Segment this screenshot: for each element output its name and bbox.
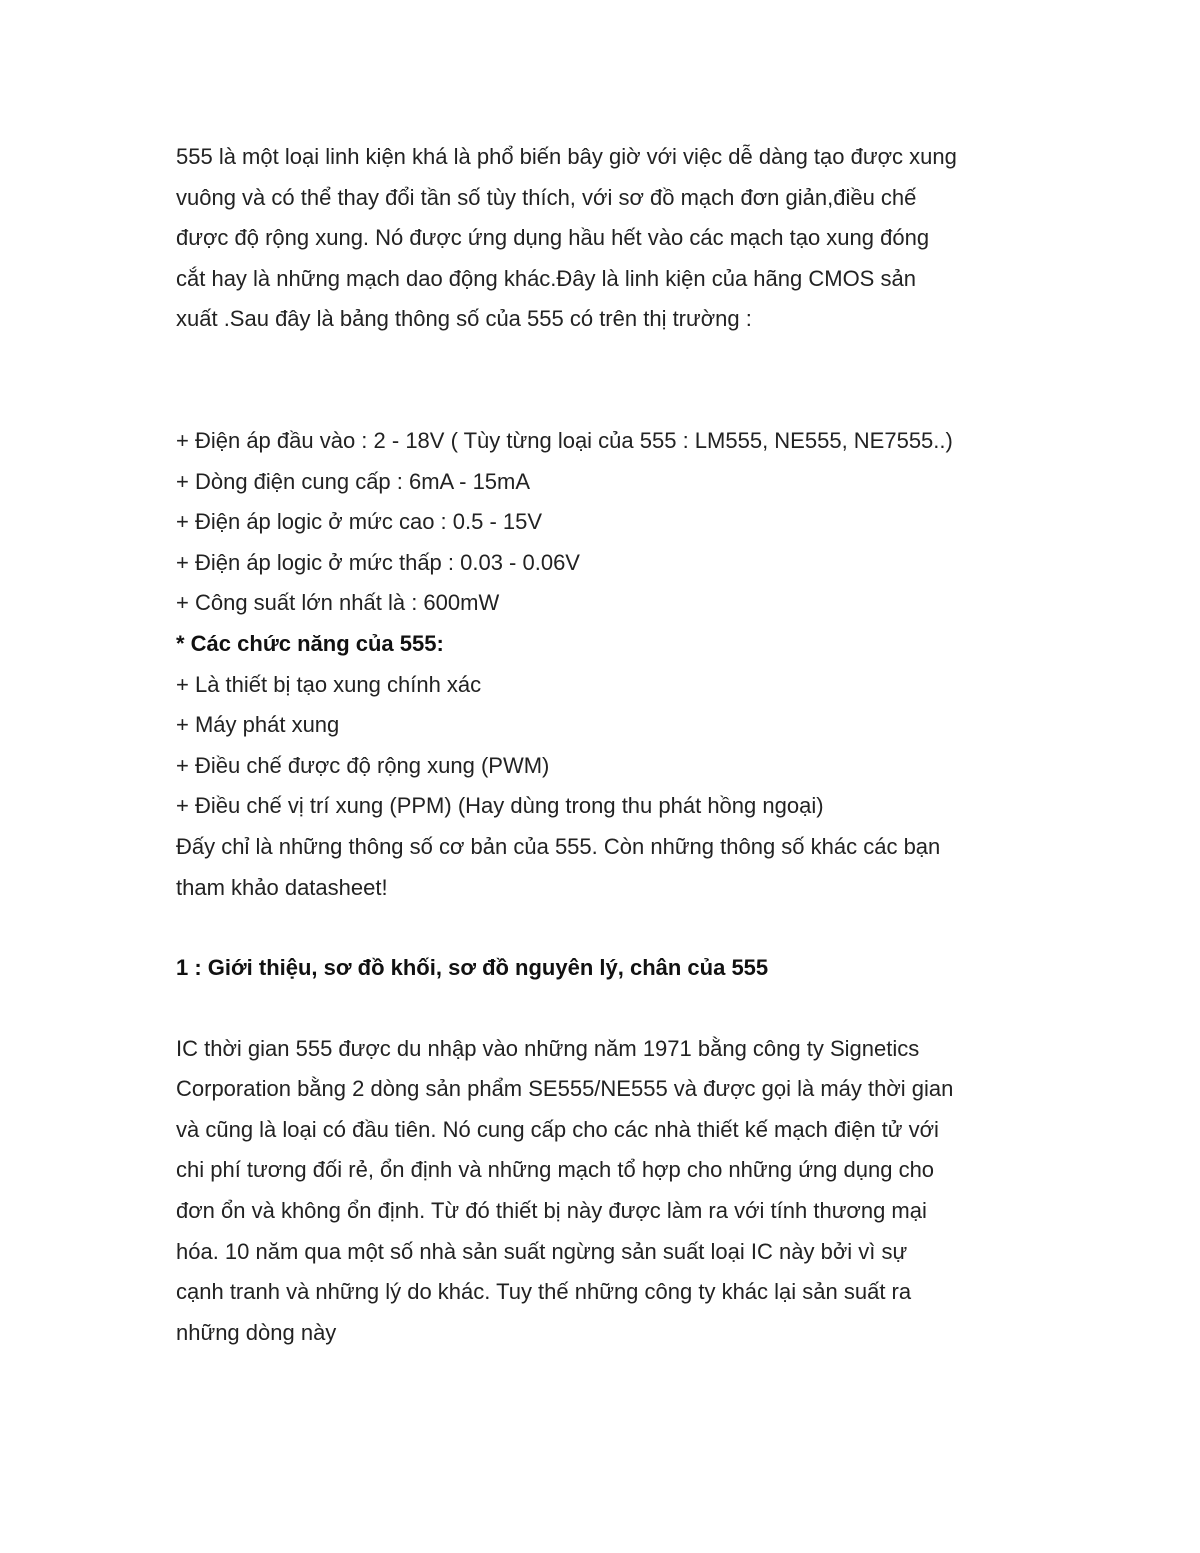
section-body-line: và cũng là loại có đầu tiên. Nó cung cấp cho các nhà thiết kế mạch điện tử với	[176, 1116, 939, 1142]
section-body-line: cạnh tranh và những lý do khác. Tuy thế những công ty khác lại sản suất ra	[176, 1279, 912, 1305]
section-body-line: IC thời gian 555 được du nhập vào những năm 1971 bằng công ty Signetics	[176, 1035, 920, 1061]
spacer	[176, 989, 1056, 1029]
note-line: tham khảo datasheet!	[176, 874, 388, 900]
note-line: Đấy chỉ là những thông số cơ bản của 555. Còn những thông số khác các bạn	[176, 833, 941, 859]
intro-line: 555 là một loại linh kiện khá là phổ biến bây giờ với việc dễ dàng tạo được xung	[176, 144, 957, 169]
spec-item: + Điện áp logic ở mức cao : 0.5 - 15V	[176, 509, 543, 535]
section-body-line: chi phí tương đối rẻ, ổn định và những mạch tổ hợp cho những ứng dụng cho	[176, 1157, 935, 1183]
function-item: + Máy phát xung	[176, 712, 340, 738]
intro-line: được độ rộng xung. Nó được ứng dụng hầu hết vào các mạch tạo xung đóng	[176, 225, 930, 251]
intro-paragraph	[176, 137, 1056, 340]
section-heading: 1 : Giới thiệu, sơ đồ khối, sơ đồ nguyên lý, chân của 555	[176, 955, 769, 981]
section-body-line: những dòng này	[176, 1319, 337, 1345]
specs-list	[176, 421, 1056, 624]
note-paragraph	[176, 827, 1056, 908]
spacer	[176, 340, 1056, 421]
section-body-line: hóa. 10 năm qua một số nhà sản suất ngừng sản suất loại IC này bởi vì sự	[176, 1238, 908, 1264]
functions-heading: * Các chức năng của 555:	[176, 630, 444, 656]
function-item: + Điều chế vị trí xung (PPM) (Hay dùng trong thu phát hồng ngoại)	[176, 793, 824, 819]
intro-line: vuông và có thể thay đổi tần số tùy thích, với sơ đồ mạch đơn giản,điều chế	[176, 184, 917, 210]
function-item: + Điều chế được độ rộng xung (PWM)	[176, 752, 550, 778]
functions-list	[176, 665, 1056, 827]
spec-item: + Công suất lớn nhất là : 600mW	[176, 590, 500, 616]
spec-item: + Điện áp đầu vào : 2 - 18V ( Tùy từng loại của 555 : LM555, NE555, NE7555..)	[176, 427, 953, 453]
section-body-paragraph	[176, 1029, 1056, 1354]
document-body	[176, 137, 1056, 1353]
spec-item: + Dòng điện cung cấp : 6mA - 15mA	[176, 468, 531, 494]
section-body-line: Corporation bằng 2 dòng sản phẩm SE555/NE555 và được gọi là máy thời gian	[176, 1076, 954, 1102]
spec-item: + Điện áp logic ở mức thấp : 0.03 - 0.06V	[176, 549, 580, 575]
intro-line: cắt hay là những mạch dao động khác.Đây là linh kiện của hãng CMOS sản	[176, 265, 916, 291]
function-item: + Là thiết bị tạo xung chính xác	[176, 671, 482, 697]
section-body-line: đơn ổn và không ổn định. Từ đó thiết bị này được làm ra với tính thương mại	[176, 1198, 927, 1224]
intro-line: xuất .Sau đây là bảng thông số của 555 có trên thị trường :	[176, 306, 752, 332]
spacer	[176, 908, 1056, 948]
